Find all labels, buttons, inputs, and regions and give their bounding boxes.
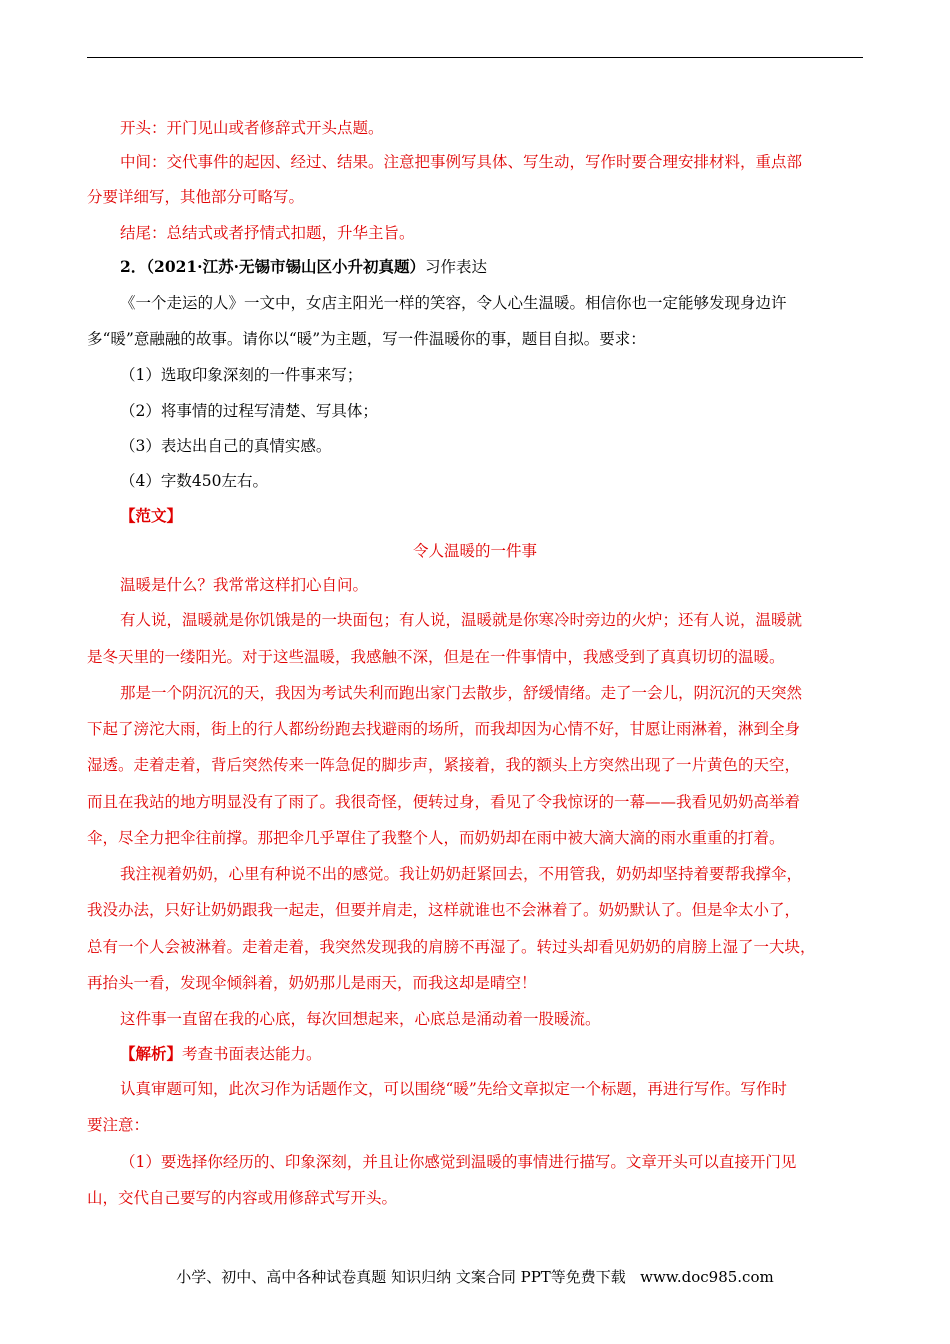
footer-text: 小学、初中、高中各种试卷真题 知识归纳 文案合同 PPT等免费下载 <box>176 1268 626 1286</box>
analysis-line-1: 认真审题可知，此次习作为话题作文，可以围绕“暖”先给文章拟定一个标题，再进行写作。写作时 <box>120 1080 787 1098</box>
analysis-point-1b: 山，交代自己要写的内容或用修辞式写开头。 <box>87 1189 398 1207</box>
essay-line: 我没办法，只好让奶奶跟我一起走，但要并肩走，这样就谁也不会淋着了。奶奶默认了。但是伞太小了， <box>87 901 801 919</box>
question-number: 2． <box>120 257 147 276</box>
requirement-3: （3）表达出自己的真情实感。 <box>120 437 332 455</box>
question-prompt-1: 《一个走运的人》一文中，女店主阳光一样的笑容，令人心生温暖。相信你也一定能够发现身边许 <box>120 294 787 312</box>
question-header <box>87 256 863 278</box>
requirement-4: （4）字数450左右。 <box>120 472 268 490</box>
essay-line: 有人说，温暖就是你饥饿是的一块面包；有人说，温暖就是你寒冷时旁边的火炉；还有人说，温暖就 <box>120 611 803 629</box>
model-essay-title: 令人温暖的一件事 <box>412 542 537 560</box>
essay-line: 我注视着奶奶，心里有种说不出的感觉。我让奶奶赶紧回去，不用管我，奶奶却坚持着要帮我撑伞， <box>120 865 803 883</box>
essay-line: 下起了滂沱大雨，街上的行人都纷纷跑去找避雨的场所，而我却因为心情不好，甘愿让雨淋着，淋到全身 <box>87 720 801 738</box>
essay-line: 总有一个人会被淋着。走着走着，我突然发现我的肩膀不再湿了。转过头却看见奶奶的肩膀上湿了一大块， <box>87 938 816 956</box>
question-type: 习作表达 <box>424 258 487 276</box>
essay-line: 这件事一直留在我的心底，每次回想起来，心底总是涌动着一股暖流。 <box>120 1010 601 1028</box>
essay-line: 再抬头一看，发现伞倾斜着，奶奶那儿是雨天，而我这却是晴空！ <box>87 974 537 992</box>
footer-url[interactable]: www.doc985.com <box>640 1268 774 1286</box>
essay-line: 伞，尽全力把伞往前撑。那把伞几乎罩住了我整个人，而奶奶却在雨中被大滴大滴的雨水重重的打着。 <box>87 829 785 847</box>
guide-middle-1: 中间：交代事件的起因、经过、结果。注意把事例写具体、写生动，写作时要合理安排材料，重点部 <box>120 153 803 171</box>
essay-line: 湿透。走着走着，背后突然传来一阵急促的脚步声，紧接着，我的额头上方突然出现了一片黄色的天空， <box>87 756 801 774</box>
requirement-1: （1）选取印象深刻的一件事来写； <box>120 366 363 384</box>
guide-opening: 开头：开门见山或者修辞式开头点题。 <box>120 119 384 137</box>
header-rule <box>87 57 863 58</box>
requirement-2: （2）将事情的过程写清楚、写具体； <box>120 402 378 420</box>
question-prompt-2: 多“暖”意融融的故事。请你以“暖”为主题，写一件温暖你的事，题目自拟。要求： <box>87 330 646 348</box>
essay-line: 那是一个阴沉沉的天，我因为考试失利而跑出家门去散步，舒缓情绪。走了一会儿，阴沉沉的天突然 <box>120 684 803 702</box>
guide-middle-2: 分要详细写，其他部分可略写。 <box>87 188 305 206</box>
essay-line: 是冬天里的一缕阳光。对于这些温暖，我感触不深，但是在一件事情中，我感受到了真真切切的温暖。 <box>87 648 785 666</box>
analysis-label-text: 考查书面表达能力。 <box>182 1045 322 1063</box>
analysis-label: 【解析】 <box>120 1044 183 1063</box>
analysis-point-1a: （1）要选择你经历的、印象深刻，并且让你感觉到温暖的事情进行描写。文章开头可以直接开门见 <box>120 1153 797 1171</box>
analysis-header <box>87 1043 863 1065</box>
guide-ending: 结尾：总结式或者抒情式扣题，升华主旨。 <box>120 224 415 242</box>
model-essay-label: 【范文】 <box>120 506 183 525</box>
question-source: （2021·江苏·无锡市锡山区小升初真题） <box>146 257 425 276</box>
analysis-line-2: 要注意： <box>87 1116 150 1134</box>
essay-line: 温暖是什么？我常常这样扪心自问。 <box>120 576 369 594</box>
essay-line: 而且在我站的地方明显没有了雨了。我很奇怪，便转过身，看见了令我惊讶的一幕——我看见奶奶高举着 <box>87 793 801 811</box>
page-footer <box>0 1266 950 1287</box>
